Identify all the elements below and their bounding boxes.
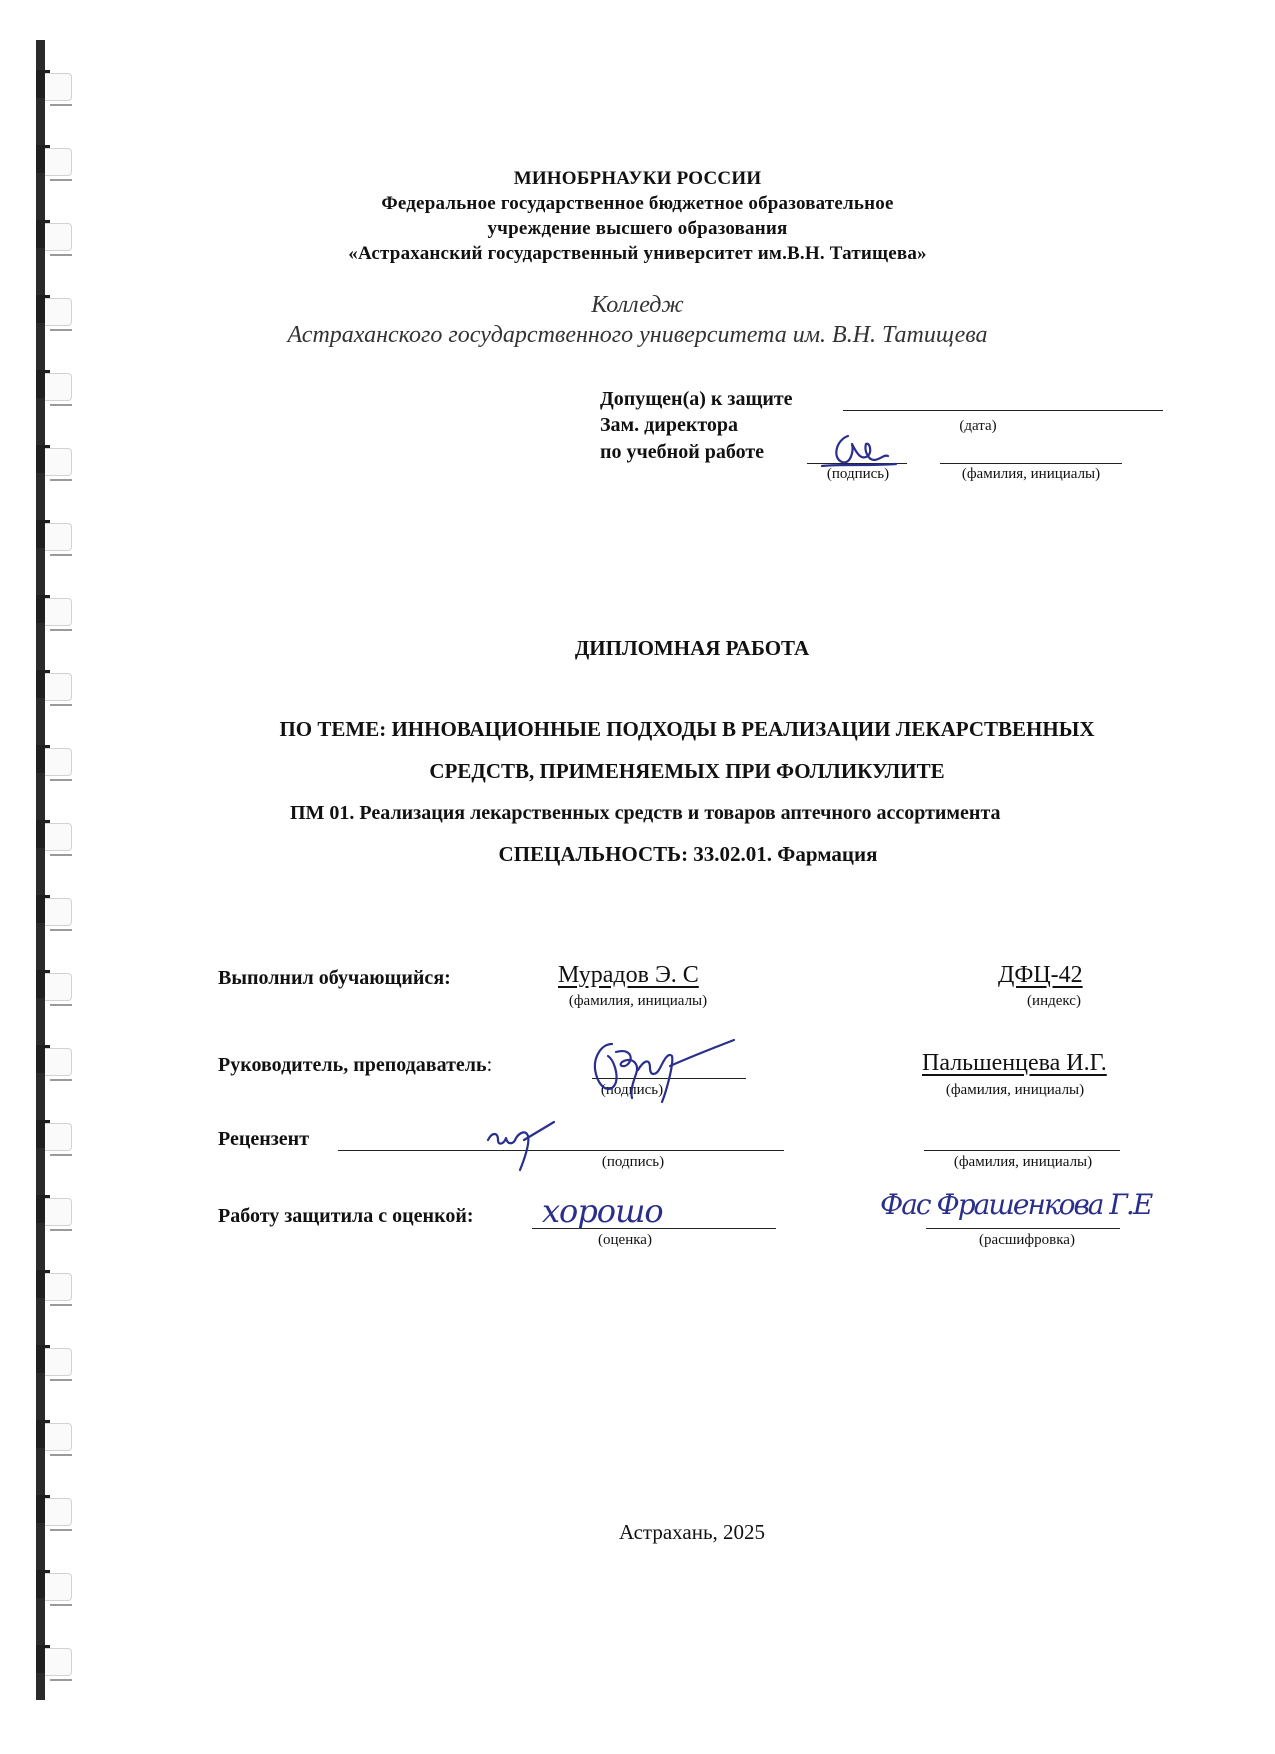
binding-ring (36, 70, 76, 114)
college-line-1: Колледж (591, 292, 684, 318)
student-name-hint: (фамилия, инициалы) (568, 993, 708, 1009)
institution-line-1: Федеральное государственное бюджетное образовательное (381, 193, 894, 214)
specialty-line: СПЕЦАЛЬНОСТЬ: 33.02.01. Фармация (498, 842, 878, 866)
supervisor-signature (578, 1030, 738, 1115)
date-hint: (дата) (959, 418, 997, 434)
reviewer-line (338, 1150, 784, 1151)
work-type: ДИПЛОМНАЯ РАБОТА (574, 636, 810, 660)
student-name: Мурадов Э. С (558, 962, 699, 988)
defense-label: Работу защитила с оценкой: (218, 1205, 474, 1227)
university-name: «Астраханский государственный университет им.В.Н. Татищева» (348, 243, 927, 264)
decoding-line (926, 1228, 1120, 1229)
binding-ring (36, 520, 76, 564)
deputy-name-line (940, 463, 1122, 464)
reviewer-signature (480, 1118, 560, 1183)
supervisor-name: Пальшенцева И.Г. (922, 1050, 1107, 1076)
binding-ring (36, 370, 76, 414)
binding-ring (36, 595, 76, 639)
supervisor-label: Руководитель, преподаватель: (218, 1054, 493, 1076)
college-line-2: Астраханского государственного университета им. В.Н. Татищева (287, 322, 988, 348)
decoding-hint: (расшифровка) (979, 1232, 1075, 1248)
supervisor-name-hint: (фамилия, инициалы) (945, 1082, 1085, 1098)
grade-hint: (оценка) (598, 1232, 652, 1248)
binding-ring (36, 970, 76, 1014)
topic-line-2: СРЕДСТВ, ПРИМЕНЯЕМЫХ ПРИ ФОЛЛИКУЛИТЕ (429, 759, 945, 783)
binding-ring (36, 1270, 76, 1314)
institution-line-2: учреждение высшего образования (487, 218, 788, 239)
binding-ring (36, 895, 76, 939)
deputy-name-hint: (фамилия, инициалы) (961, 466, 1101, 482)
deputy-director-label: Зам. директора (600, 414, 739, 436)
deputy-signature (818, 430, 898, 479)
binding-ring (36, 1120, 76, 1164)
reviewer-signature-hint: (подпись) (601, 1154, 665, 1170)
binding-ring (36, 1570, 76, 1614)
binding-ring (36, 1345, 76, 1389)
binding-ring (36, 1645, 76, 1689)
city-year: Астрахань, 2025 (618, 1520, 766, 1544)
binding-ring (36, 1420, 76, 1464)
grade-handwritten: хорошо (542, 1192, 663, 1230)
student-group-hint: (индекс) (1027, 993, 1081, 1009)
supervisor-signature-hint: (подпись) (600, 1082, 664, 1098)
student-group: ДФЦ-42 (998, 962, 1083, 988)
binding-ring (36, 1195, 76, 1239)
binding-ring (36, 670, 76, 714)
topic-line-1: ПО ТЕМЕ: ИННОВАЦИОННЫЕ ПОДХОДЫ В РЕАЛИЗАЦИИ ЛЕКАРСТВЕННЫХ (279, 717, 1095, 741)
student-label: Выполнил обучающийся: (218, 967, 451, 989)
binding-comb (36, 40, 86, 1700)
admitted-label: Допущен(а) к защите (600, 388, 793, 410)
ministry-line: МИНОБРНАУКИ РОССИИ (513, 168, 762, 189)
reviewer-name-hint: (фамилия, инициалы) (953, 1154, 1093, 1170)
binding-ring (36, 445, 76, 489)
module-line: ПМ 01. Реализация лекарственных средств и товаров аптечного ассортимента (290, 802, 1001, 824)
admitted-date-line (843, 410, 1163, 411)
binding-ring (36, 745, 76, 789)
decoding-handwritten: Фас Фрашенкова Г.Е (880, 1188, 1152, 1221)
reviewer-name-line (924, 1150, 1120, 1151)
binding-ring (36, 1045, 76, 1089)
reviewer-label: Рецензент (218, 1128, 310, 1150)
deputy-signature-hint: (подпись) (826, 466, 890, 482)
academic-work-label: по учебной работе (600, 441, 765, 463)
